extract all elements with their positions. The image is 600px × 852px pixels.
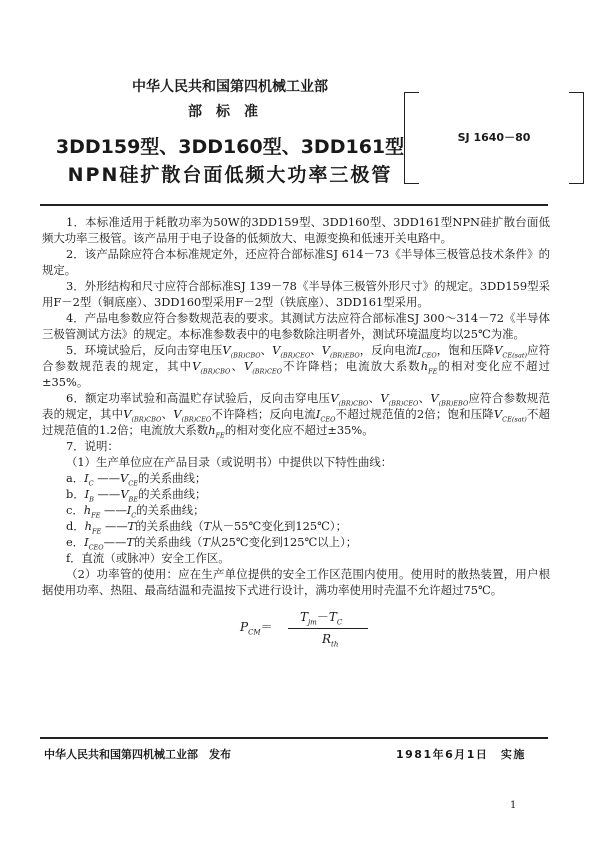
text-run: 的关系曲线； — [136, 503, 205, 517]
text-run: 、 — [260, 343, 273, 357]
symbol — [222, 343, 261, 360]
symbol-subscript: BE — [128, 495, 139, 504]
text-run: 的相对变化应不超过±35%。 — [42, 359, 550, 389]
symbol-main: V — [321, 343, 330, 357]
symbol-main: V — [120, 487, 129, 501]
text-run: —— — [103, 535, 127, 549]
paragraph — [42, 534, 550, 550]
text-run: （1）生产单位应在产品目录（或说明书）中提供以下特性曲线： — [65, 455, 393, 469]
symbol-main: T — [126, 535, 135, 549]
symbol-main: h — [420, 359, 429, 373]
formula-eq: ＝ — [260, 620, 273, 634]
text-run: 7．说明： — [65, 439, 119, 453]
symbol-main: T — [127, 519, 136, 533]
paragraph — [42, 310, 550, 342]
paragraph — [42, 214, 550, 246]
symbol-subscript: (BR)CEO — [252, 367, 282, 376]
symbol — [494, 343, 528, 360]
issuer: 中华人民共和国第四机械工业部 — [132, 79, 328, 95]
effective-date: 1981年6月1日 实施 — [396, 748, 526, 761]
symbol-subscript: FE — [91, 511, 101, 520]
text-run: 的关系曲线； — [138, 487, 207, 501]
paragraph — [42, 486, 550, 502]
symbol-main: V — [330, 391, 339, 405]
symbol-main: h — [84, 519, 92, 533]
symbol-main: I — [84, 487, 90, 501]
text-run: 、 — [310, 343, 322, 357]
formula-num2-sub: C — [336, 618, 343, 627]
symbol-subscript: CEO — [421, 351, 437, 360]
top-divider — [40, 204, 548, 206]
symbol-main: I — [84, 535, 89, 549]
text-run: —— — [100, 503, 127, 517]
symbol-main: V — [222, 343, 231, 357]
text-run: 从25℃变化到125℃以上）； — [210, 535, 358, 549]
symbol-main: V — [123, 407, 132, 421]
symbol-main: T — [202, 535, 210, 549]
text-run: 、 — [418, 391, 431, 405]
symbol-main: V — [494, 343, 503, 357]
symbol — [493, 407, 527, 424]
symbol — [126, 535, 134, 549]
text-run: 不超过规范值的2倍；饱和压降 — [335, 407, 494, 421]
symbol-subscript: (BR)CBO — [131, 415, 162, 424]
symbol-subscript: CE(sat) — [502, 351, 528, 360]
standard-code-box — [404, 92, 584, 184]
symbol-subscript: (BR)EBO — [438, 399, 469, 408]
text-run: e． — [65, 535, 85, 549]
text-run: b． — [65, 487, 85, 501]
paragraph — [42, 566, 550, 598]
symbol-main: I — [126, 503, 132, 517]
symbol-subscript: CE(sat) — [502, 415, 527, 424]
symbol — [120, 471, 138, 488]
standard-code: SJ 1640－80 — [457, 131, 531, 144]
fraction-bar — [288, 628, 368, 629]
formula-den-sub: th — [331, 640, 339, 649]
symbol-subscript: C — [131, 511, 137, 520]
paragraph — [42, 502, 550, 518]
formula-num2: T — [328, 610, 337, 624]
document-body — [42, 214, 550, 654]
symbol-subscript: (BR)CEO — [181, 415, 212, 424]
text-run: d． — [65, 519, 85, 533]
symbol — [84, 535, 104, 552]
paragraph — [42, 278, 550, 310]
symbol — [243, 359, 282, 376]
symbol-main: V — [380, 391, 389, 405]
symbol — [272, 343, 311, 360]
text-run: 5．环境试验后，反向击穿电压 — [65, 343, 223, 357]
title-line-2: NPN硅扩散台面低频大功率三极管 — [67, 164, 393, 186]
symbol-subscript: CEO — [320, 415, 336, 424]
symbol-subscript: CE — [128, 479, 138, 488]
symbol — [380, 391, 419, 408]
symbol-subscript: FE — [215, 431, 225, 440]
symbol-subscript: FE — [428, 367, 438, 376]
formula-num1-sub: jm — [308, 618, 317, 627]
paragraph — [42, 518, 550, 534]
text-run: 、 — [161, 407, 174, 421]
text-run: 6．额定功率试验和高温贮存试验后，反向击穿电压 — [65, 391, 331, 405]
text-run: 不超过规范值的1.2倍；电流放大系数 — [42, 407, 550, 437]
symbol — [202, 535, 210, 549]
text-run: 不许降档；电流放大系数 — [282, 359, 421, 373]
formula-minus: － — [316, 610, 329, 624]
text-run: 从－55℃变化到125℃）； — [211, 519, 347, 533]
bottom-divider — [40, 737, 548, 739]
symbol — [321, 343, 360, 360]
formula-num1: T — [300, 610, 309, 624]
paragraph — [42, 246, 550, 278]
text-run: —— — [93, 471, 121, 485]
symbol-subscript: (BR)CBO — [200, 367, 231, 376]
symbol-main: V — [173, 407, 182, 421]
symbol — [84, 471, 94, 488]
text-run: ，饱和压降 — [436, 343, 495, 357]
paragraph — [42, 550, 550, 566]
symbol-main: V — [120, 471, 129, 485]
paragraphs — [42, 214, 550, 598]
text-run: c． — [65, 503, 84, 517]
page-number: 1 — [510, 800, 517, 811]
text-run: 、 — [368, 391, 381, 405]
symbol — [126, 503, 137, 520]
symbol — [84, 487, 94, 504]
symbol — [330, 391, 369, 408]
paragraph — [42, 470, 550, 486]
symbol — [208, 423, 225, 440]
symbol-main: I — [315, 407, 321, 421]
symbol-main: V — [493, 407, 503, 421]
text-run: ，反向电流 — [359, 343, 418, 357]
symbol-subscript: (BR)CEO — [280, 351, 311, 360]
symbol-subscript: B — [89, 495, 94, 504]
symbol-subscript: CEO — [88, 543, 104, 552]
text-run: 4．产品电参数应符合参数规范表的要求。其测试方法应符合部标准SJ 300～314－72《半导体三极管测试方法》的规定。本标准参数表中的电参数除注明者外，测试环境温度均以25℃为准。 — [42, 311, 550, 341]
text-run: 的相对变化应不超过±35%。 — [224, 423, 374, 437]
text-run: —— — [101, 519, 128, 533]
symbol-main: T — [203, 519, 212, 533]
symbol-main: V — [430, 391, 439, 405]
symbol-subscript: C — [88, 479, 94, 488]
symbol-main: I — [417, 343, 422, 357]
text-run: 1．本标准适用于耗散功率为50W的3DD159型、3DD160型、3DD161型NPN硅扩散台面低频大功率三极管。该产品用于电子设备的低频放大、电源变换和低速开关电路中。 — [42, 215, 550, 245]
symbol-subscript: FE — [91, 527, 102, 536]
paragraph — [42, 390, 550, 438]
symbol-subscript: (BR)CBO — [338, 399, 369, 408]
paragraph — [42, 454, 550, 470]
text-run: （2）功率管的使用：应在生产单位提供的安全工作区范围内使用。使用时的散热装置，用户根据使用功率、热阻、最高结温和壳温按下式进行设计，满功率使用时壳温不允许超过75℃。 — [42, 567, 550, 597]
standard-type: 部标准 — [188, 104, 272, 120]
symbol — [120, 487, 139, 504]
text-run: f．直流（或脉冲）安全工作区。 — [65, 551, 230, 565]
symbol — [123, 407, 162, 424]
symbol — [84, 519, 102, 536]
symbol-main: V — [243, 359, 253, 373]
symbol-main: h — [208, 423, 216, 437]
title-line-1: 3DD159型、3DD160型、3DD161型 — [55, 136, 405, 158]
text-run: 、 — [230, 359, 244, 373]
text-run: 应符合参数规范表的规定，其中 — [42, 343, 550, 373]
text-run: 不许降档；反向电流 — [211, 407, 316, 421]
formula-lhs: P — [240, 620, 249, 634]
symbol-main: h — [83, 503, 92, 517]
paragraph — [42, 342, 550, 390]
power-formula — [240, 610, 390, 654]
symbol — [173, 407, 212, 424]
formula-den: R — [322, 632, 332, 646]
symbol-subscript: (BR)CBO — [230, 351, 261, 360]
symbol-main: V — [192, 359, 201, 373]
symbol-subscript: (BR)CEO — [388, 399, 419, 408]
text-run: 3．外形结构和尺寸应符合部标准SJ 139－78《半导体三极管外形尺寸》的规定。3DD159型采用F－2型（铜底座）、3DD160型采用F－2型（铁底座）、3DD161型采用。 — [42, 279, 550, 309]
text-run: 的关系曲线； — [137, 471, 207, 485]
text-run: 应符合参数规范表的规定，其中 — [42, 391, 550, 421]
text-run: —— — [93, 487, 121, 501]
symbol-main: V — [272, 343, 281, 357]
formula-lhs-sub: CM — [248, 628, 261, 637]
symbol-main: I — [84, 471, 89, 485]
symbol — [315, 407, 336, 424]
symbol — [83, 503, 101, 520]
symbol — [192, 359, 231, 376]
text-run: 2．该产品除应符合本标准规定外，还应符合部标准SJ 614－73《半导体三极管总技术条件》的规定。 — [42, 247, 550, 277]
paragraph — [42, 438, 550, 454]
symbol — [430, 391, 469, 408]
symbol — [420, 359, 438, 376]
text-run: 的关系曲线（ — [134, 535, 203, 549]
symbol — [417, 343, 437, 360]
publisher: 中华人民共和国第四机械工业部 发布 — [44, 748, 231, 761]
text-run: a． — [65, 471, 85, 485]
symbol-subscript: (BR)EBO — [329, 351, 360, 360]
text-run: 的关系曲线（ — [135, 519, 204, 533]
